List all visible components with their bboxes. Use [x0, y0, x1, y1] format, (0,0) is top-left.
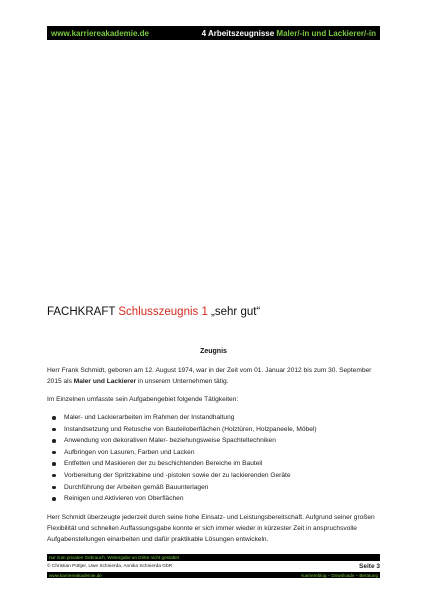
bullet-icon — [52, 439, 56, 443]
bullet-icon — [52, 416, 56, 420]
task-text: Vorbereitung der Spritzkabine und -pistolen sowie der zu lackierenden Geräte — [64, 471, 291, 479]
document-title-red: Schlusszeugnis 1 — [118, 306, 208, 318]
intro-paragraph — [47, 365, 380, 387]
document-title-suffix: „sehr gut“ — [207, 306, 261, 318]
footer-bar — [47, 572, 380, 578]
task-text: Instandsetzung und Retusche von Bauteiloberflächen (Holztüren, Holzpaneele, Möbel) — [64, 425, 317, 433]
task-text: Anwendung von dekorativen Maler- beziehungsweise Spachteltechniken — [64, 437, 276, 445]
header-title-prefix: 4 Arbeitszeugnisse — [201, 28, 277, 38]
list-item — [47, 470, 380, 482]
bullet-icon — [52, 474, 56, 478]
task-list — [47, 412, 380, 505]
footer-site-link[interactable]: www.karriereakademie.de — [49, 572, 102, 578]
footer-copyright: © Christian Püttjer, Uwe Schnierda, Annika Schnierda GbR — [47, 564, 173, 569]
footer-copyright-row — [47, 562, 380, 571]
footer-links[interactable]: Karriereblog – Downloads – Beratung — [301, 572, 378, 578]
list-item — [47, 458, 380, 470]
page-number: Seite 3 — [359, 563, 380, 570]
intro-job-title: Maler und Lackierer — [73, 378, 137, 385]
list-item — [47, 482, 380, 494]
list-item — [47, 447, 380, 459]
tasks-intro: Im Einzelnen umfasste sein Aufgabengebiet folgende Tätigkeiten: — [47, 396, 239, 403]
list-item — [47, 424, 380, 436]
bullet-icon — [52, 486, 56, 490]
header-title — [202, 29, 376, 38]
document-title — [47, 306, 260, 318]
intro-text-start: Herr Frank Schmidt, geboren am 12. August 1974, war in der Zeit vom 01. Januar 2012 bis zum 30. September 2015 als — [47, 367, 372, 385]
list-item — [47, 493, 380, 505]
section-heading: Zeugnis — [200, 348, 227, 355]
task-text: Durchführung der Arbeiten gemäß Bauunterlagen — [64, 483, 209, 491]
task-text: Aufbringen von Lasuren, Farben und Lacken — [64, 448, 195, 456]
list-item — [47, 412, 380, 424]
task-text: Reinigen und Aktivieren von Oberflächen — [64, 495, 184, 503]
bullet-icon — [52, 451, 56, 455]
footer-usage-note: nur zum privaten Gebrauch, Weitergabe an Dritte nicht gestattet — [47, 554, 380, 561]
header-site-link[interactable]: www.karriereakademie.de — [51, 28, 149, 38]
header-title-accent: Maler/-in und Lackierer/-in — [276, 28, 376, 38]
task-text: Maler- und Lackierarbeiten im Rahmen der Instandhaltung — [64, 414, 235, 421]
header-bar — [47, 26, 380, 40]
closing-paragraph: Herr Schmidt überzeugte jederzeit durch seine hohe Einsatz- und Leistungsbereitschaft. Aufgrund seiner großen Flexibilität und schnellen Auffassungsgabe konnte er sich immer wieder in kürzester Zeit in anspruchsvolle Aufgabenstellungen einarbeiten und dafür praktikable Lösungen entwickeln. — [47, 514, 375, 543]
intro-text-end: in unserem Unternehmen tätig. — [136, 378, 229, 385]
bullet-icon — [52, 462, 56, 466]
list-item — [47, 435, 380, 447]
document-title-prefix: FACHKRAFT — [47, 306, 119, 318]
task-text: Entfetten und Maskieren der zu beschichtenden Bereiche im Bauteil — [64, 460, 263, 468]
bullet-icon — [52, 428, 56, 432]
bullet-icon — [52, 497, 56, 501]
